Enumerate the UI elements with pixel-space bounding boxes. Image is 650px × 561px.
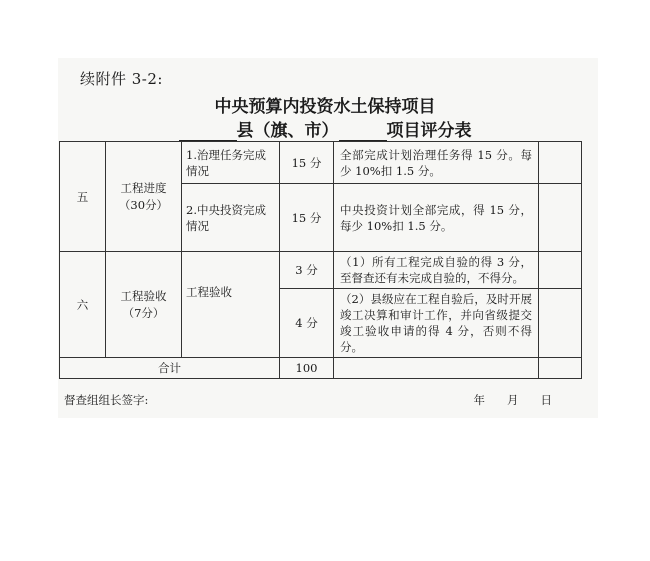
document-subtitle [0, 116, 650, 141]
total-cell-empty [334, 358, 539, 379]
score-cell-empty [539, 252, 582, 289]
project-name-blank [339, 123, 387, 141]
county-name-blank [179, 123, 237, 141]
score-cell-empty [539, 142, 582, 184]
item-score: 15 分 [280, 184, 334, 252]
attachment-label: 续附件 3-2: [80, 70, 163, 88]
item-criteria: （2）县级应在工程自验后，及时开展竣工决算和审计工作，并向省级提交竣工验收申请的得 4 分，否则不得分。 [334, 289, 539, 358]
item-criteria: （1）所有工程完成自验的得 3 分，至督查还有未完成自验的，不得分。 [334, 252, 539, 289]
signature-label: 督查组组长签字: [64, 393, 149, 407]
score-cell-empty [539, 184, 582, 252]
total-label: 合计 [60, 358, 280, 379]
date-year: 年 [473, 393, 485, 407]
score-cell-empty [539, 358, 582, 379]
section-number: 六 [60, 252, 106, 358]
date-month: 月 [507, 393, 519, 407]
item-score: 15 分 [280, 142, 334, 184]
table-row [60, 142, 582, 184]
table-name: 项目评分表 [386, 121, 472, 141]
signature-date [474, 392, 553, 408]
item-criteria: 全部完成计划治理任务得 15 分。每少 10%扣 1.5 分。 [334, 142, 539, 184]
item-name: 工程验收 [182, 252, 280, 358]
signature-line [64, 392, 574, 408]
item-score: 3 分 [280, 252, 334, 289]
item-name: 2.中央投资完成情况 [182, 184, 280, 252]
section-number: 五 [60, 142, 106, 252]
section-category: 工程进度 （30分） [106, 142, 182, 252]
section-category: 工程验收 （7分） [106, 252, 182, 358]
county-label: 县（旗、市） [236, 121, 339, 141]
item-name: 1.治理任务完成情况 [182, 142, 280, 184]
total-row [60, 358, 582, 379]
score-cell-empty [539, 289, 582, 358]
total-score: 100 [280, 358, 334, 379]
table-row [60, 252, 582, 289]
item-criteria: 中央投资计划全部完成，得 15 分，每少 10%扣 1.5 分。 [334, 184, 539, 252]
item-score: 4 分 [280, 289, 334, 358]
document-title: 中央预算内投资水土保持项目 [214, 97, 436, 117]
score-table [59, 141, 582, 379]
date-day: 日 [540, 393, 552, 407]
